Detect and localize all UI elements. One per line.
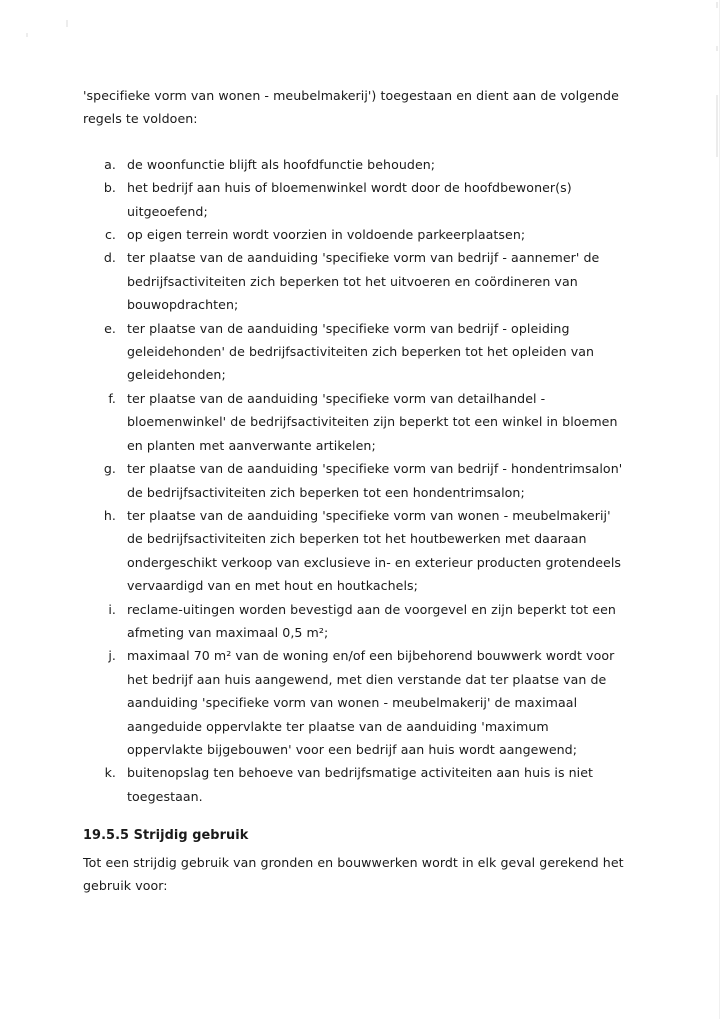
section-body-justified-line: Tot een strijdig gebruik van gronden en bouwwerken wordt in elk geval gerekend het <box>83 854 624 870</box>
section-heading: 19.5.5 Strijdig gebruik <box>83 828 249 844</box>
list-item <box>83 644 628 761</box>
list-item <box>83 504 628 598</box>
list-item-marker: g. <box>103 461 116 477</box>
list-item-text: ter plaatse van de aanduiding 'specifieke vorm van bedrijf - aannemer' de bedrijfsactiviteiten zich beperken tot het uitvoeren en coördineren van bouwopdrachten; <box>127 250 600 313</box>
list-item-text: het bedrijf aan huis of bloemenwinkel wordt door de hoofdbewoner(s) uitgeoefend; <box>127 180 572 219</box>
list-item-text: ter plaatse van de aanduiding 'specifieke vorm van bedrijf - opleiding geleidehonden' de bedrijfsactiviteiten zich beperken tot het opleiden van geleidehonden; <box>127 320 595 383</box>
list-item-text: ter plaatse van de aanduiding 'specifieke vorm van bedrijf - hondentrimsalon' de bedrijfsactiviteiten zich beperken tot een hondentrimsalon; <box>127 461 623 500</box>
list-item <box>83 176 628 223</box>
intro-paragraph: 'specifieke vorm van wonen - meubelmakerij') toegestaan en dient aan de volgende regels te voldoen: <box>83 88 619 127</box>
section-body-paragraph <box>83 851 628 898</box>
list-item <box>83 317 628 387</box>
list-item <box>83 246 628 316</box>
scan-edge-tick <box>716 95 718 157</box>
scan-edge-tick <box>716 46 718 51</box>
list-item-marker: k. <box>104 765 116 781</box>
list-item-text: maximaal 70 m² van de woning en/of een bijbehorend bouwwerk wordt voor het bedrijf aan huis aangewend, met dien verstande dat ter plaatse van de aanduiding 'specifieke vorm van wonen - meubelmakerij' de maximaal aangeduide oppervlakte ter plaatse van de aanduiding 'maximum oppervlakte bijgebouwen' voor een bedrijf aan huis wordt aangewend; <box>127 648 615 757</box>
list-item-text: ter plaatse van de aanduiding 'specifieke vorm van detailhandel - bloemenwinkel' de bedrijfsactiviteiten zijn beperkt tot een winkel in bloemen en planten met aanverwante artikelen; <box>127 390 618 453</box>
rules-list <box>83 153 628 808</box>
list-item-marker: j. <box>108 648 116 664</box>
list-item-text: op eigen terrein wordt voorzien in voldoende parkeerplaatsen; <box>127 227 526 243</box>
list-item <box>83 223 628 246</box>
list-item <box>83 761 628 808</box>
list-item-marker: i. <box>108 601 116 617</box>
list-item-marker: h. <box>103 507 116 523</box>
list-item <box>83 153 628 176</box>
list-item-marker: b. <box>103 180 116 196</box>
list-item-text: de woonfunctie blijft als hoofdfunctie behouden; <box>127 156 436 172</box>
list-item-marker: a. <box>104 156 116 172</box>
list-item-marker: c. <box>104 227 116 243</box>
list-item <box>83 387 628 457</box>
page-content <box>83 84 628 897</box>
list-item-text: reclame-uitingen worden bevestigd aan de voorgevel en zijn beperkt tot een afmeting van maximaal 0,5 m²; <box>127 601 616 640</box>
scan-artifact-mark <box>66 20 68 27</box>
list-item <box>83 598 628 645</box>
list-item-marker: e. <box>104 320 116 336</box>
scan-artifact-mark <box>26 33 28 37</box>
list-item-marker: f. <box>108 390 116 406</box>
list-item-text: buitenopslag ten behoeve van bedrijfsmatige activiteiten aan huis is niet toegestaan. <box>127 765 594 804</box>
section-body-last-line: gebruik voor: <box>83 878 168 893</box>
list-item-text: ter plaatse van de aanduiding 'specifieke vorm van wonen - meubelmakerij' de bedrijfsactiviteiten zich beperken tot het houtbewerken met daaraan ondergeschikt verkoop van exclusieve in- en exterieur producten grotendeels vervaardigd van en met hout en houtkachels; <box>127 507 622 594</box>
list-item <box>83 457 628 504</box>
scan-edge-tick <box>716 2 718 8</box>
list-item-marker: d. <box>103 250 116 266</box>
